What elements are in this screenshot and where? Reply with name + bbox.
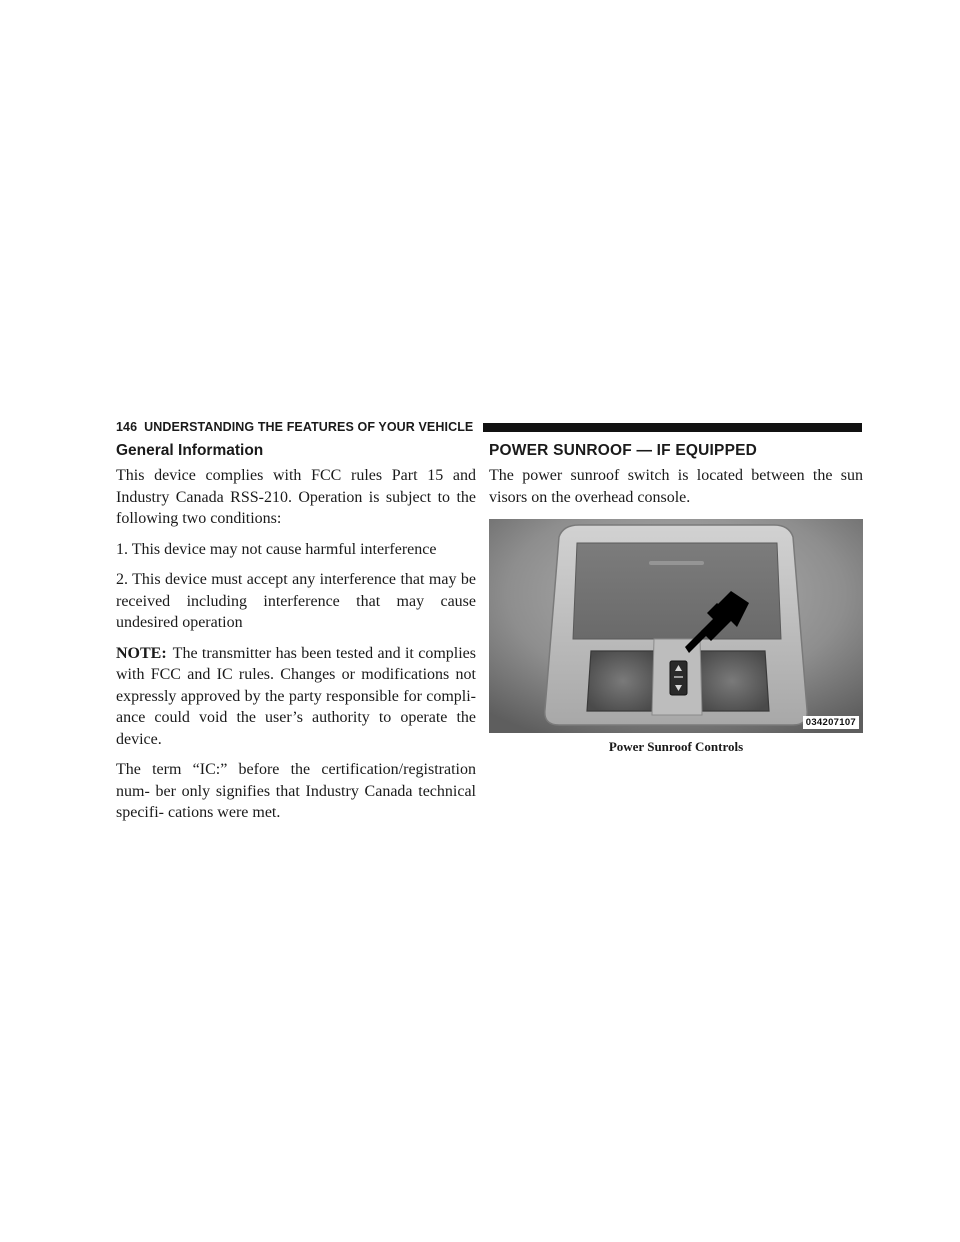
section-heading-general-information: General Information [116,442,264,459]
header-rule [483,423,862,432]
figure-caption: Power Sunroof Controls [608,739,744,754]
paragraph-fcc-compliance: This device complies with FCC rules Part 15 and Industry Canada RSS-210. Operation is subject to the following two conditions: [116,467,476,527]
overhead-console-illustration [489,519,863,733]
note-paragraph [116,643,476,751]
paragraph-condition-2: 2. This device must accept any interference that may be received including interference that may cause undesired operation [116,571,476,631]
switch-divider [674,676,683,678]
console-vent-slot [649,561,704,565]
page-header [116,417,862,437]
paragraph-ic-term: The term “IC:” before the certification/registration num- ber only signifies that Industry Canada technical specifi- cations were met. [116,761,476,821]
header-title: UNDERSTANDING THE FEATURES OF YOUR VEHICLE [144,420,474,434]
console-top-panel [573,543,781,639]
left-column [116,441,476,833]
paragraph-sunroof-switch-location: The power sunroof switch is located between the sun visors on the overhead console. [489,467,863,506]
figure-code: 034207107 [803,716,859,729]
note-label: NOTE: [116,644,167,662]
section-heading-power-sunroof: POWER SUNROOF — IF EQUIPPED [489,442,758,459]
paragraph-condition-1: 1. This device may not cause harmful interference [116,540,437,558]
figure-power-sunroof-controls [489,519,863,733]
right-column [489,441,863,755]
page-number: 146 [116,420,138,434]
left-map-lamp [587,651,659,711]
right-map-lamp [695,651,769,711]
note-text: The transmitter has been tested and it complies with FCC and IC rules. Changes or modifications not expressly approved by the party responsible for compli- ance could void the user’s authority to operate the device. [116,644,476,748]
